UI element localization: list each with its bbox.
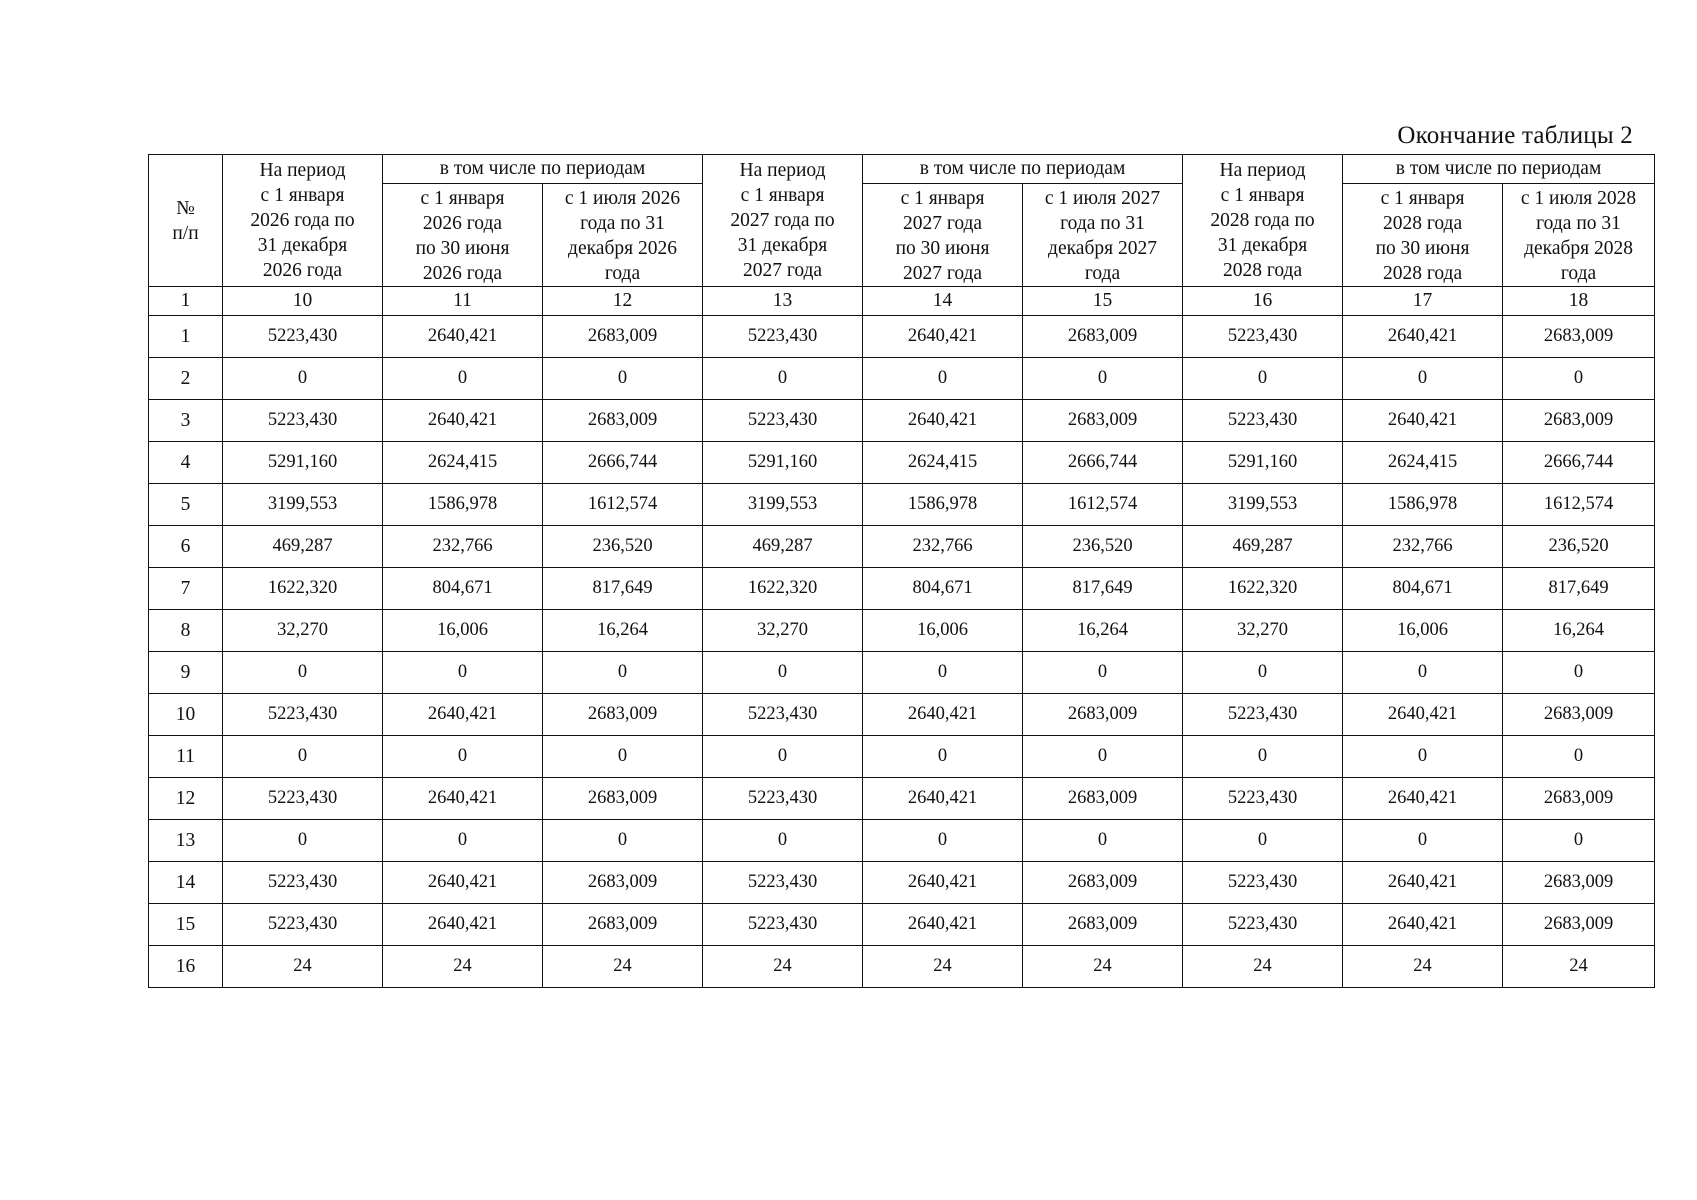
- value-cell: 2640,421: [383, 316, 543, 358]
- value-cell: 0: [1183, 358, 1343, 400]
- value-cell: 5291,160: [1183, 442, 1343, 484]
- table-row: [149, 358, 1655, 400]
- value-cell: 2640,421: [863, 778, 1023, 820]
- value-cell: 32,270: [703, 610, 863, 652]
- value-cell: 0: [1183, 736, 1343, 778]
- value-cell: 2640,421: [1343, 904, 1503, 946]
- row-number-cell: 4: [149, 442, 223, 484]
- header-h1-2028: с 1 января 2028 года по 30 июня 2028 года: [1343, 184, 1503, 287]
- value-cell: 0: [1503, 820, 1655, 862]
- table-row: [149, 820, 1655, 862]
- value-cell: 469,287: [223, 526, 383, 568]
- value-cell: 2624,415: [863, 442, 1023, 484]
- value-cell: 0: [383, 358, 543, 400]
- value-cell: 5223,430: [703, 694, 863, 736]
- value-cell: 24: [703, 946, 863, 988]
- value-cell: 2624,415: [383, 442, 543, 484]
- value-cell: 5223,430: [703, 316, 863, 358]
- value-cell: 2683,009: [1503, 400, 1655, 442]
- value-cell: 0: [1343, 358, 1503, 400]
- value-cell: 3199,553: [1183, 484, 1343, 526]
- row-number-cell: 13: [149, 820, 223, 862]
- value-cell: 5223,430: [223, 904, 383, 946]
- value-cell: 0: [1183, 652, 1343, 694]
- value-cell: 5291,160: [223, 442, 383, 484]
- value-cell: 1612,574: [1503, 484, 1655, 526]
- table-row: [149, 946, 1655, 988]
- value-cell: 2683,009: [1023, 316, 1183, 358]
- value-cell: 2640,421: [863, 904, 1023, 946]
- table-row: [149, 778, 1655, 820]
- table-body: [149, 316, 1655, 988]
- value-cell: 2666,744: [543, 442, 703, 484]
- value-cell: 2683,009: [543, 694, 703, 736]
- table-row: [149, 736, 1655, 778]
- value-cell: 1586,978: [863, 484, 1023, 526]
- value-cell: 0: [1183, 820, 1343, 862]
- row-number-cell: 15: [149, 904, 223, 946]
- value-cell: 24: [1023, 946, 1183, 988]
- row-number-cell: 10: [149, 694, 223, 736]
- value-cell: 2640,421: [1343, 862, 1503, 904]
- value-cell: 0: [1343, 652, 1503, 694]
- value-cell: 5223,430: [223, 862, 383, 904]
- header-h2-2026: с 1 июля 2026 года по 31 декабря 2026 года: [543, 184, 703, 287]
- value-cell: 16,006: [1343, 610, 1503, 652]
- value-cell: 0: [223, 652, 383, 694]
- value-cell: 2640,421: [863, 400, 1023, 442]
- column-number-cell: 10: [223, 287, 383, 316]
- value-cell: 0: [383, 820, 543, 862]
- value-cell: 5223,430: [703, 862, 863, 904]
- value-cell: 804,671: [383, 568, 543, 610]
- value-cell: 24: [543, 946, 703, 988]
- column-number-cell: 1: [149, 287, 223, 316]
- value-cell: 2640,421: [863, 862, 1023, 904]
- value-cell: 2640,421: [383, 862, 543, 904]
- value-cell: 2640,421: [1343, 778, 1503, 820]
- value-cell: 5223,430: [1183, 694, 1343, 736]
- value-cell: 0: [863, 820, 1023, 862]
- value-cell: 2683,009: [1503, 694, 1655, 736]
- header-h1-2026: с 1 января 2026 года по 30 июня 2026 года: [383, 184, 543, 287]
- value-cell: 0: [703, 736, 863, 778]
- value-cell: 0: [1503, 736, 1655, 778]
- value-cell: 817,649: [543, 568, 703, 610]
- value-cell: 0: [223, 820, 383, 862]
- column-number-cell: 11: [383, 287, 543, 316]
- table-row: [149, 400, 1655, 442]
- value-cell: 2683,009: [1023, 862, 1183, 904]
- value-cell: 5223,430: [223, 316, 383, 358]
- value-cell: 5223,430: [703, 400, 863, 442]
- value-cell: 2666,744: [1503, 442, 1655, 484]
- data-table: [148, 154, 1655, 988]
- value-cell: 24: [863, 946, 1023, 988]
- value-cell: 232,766: [383, 526, 543, 568]
- value-cell: 0: [863, 736, 1023, 778]
- value-cell: 0: [383, 652, 543, 694]
- value-cell: 2624,415: [1343, 442, 1503, 484]
- value-cell: 32,270: [1183, 610, 1343, 652]
- value-cell: 2683,009: [543, 862, 703, 904]
- header-h1-2027: с 1 января 2027 года по 30 июня 2027 года: [863, 184, 1023, 287]
- header-total-2028: На период с 1 января 2028 года по 31 декабря 2028 года: [1183, 155, 1343, 287]
- header-total-2026: На период с 1 января 2026 года по 31 декабря 2026 года: [223, 155, 383, 287]
- value-cell: 0: [1023, 652, 1183, 694]
- value-cell: 16,264: [543, 610, 703, 652]
- value-cell: 0: [863, 358, 1023, 400]
- value-cell: 232,766: [863, 526, 1023, 568]
- value-cell: 2683,009: [1503, 904, 1655, 946]
- value-cell: 2640,421: [863, 316, 1023, 358]
- table-row: [149, 484, 1655, 526]
- value-cell: 5223,430: [1183, 400, 1343, 442]
- column-number-cell: 14: [863, 287, 1023, 316]
- value-cell: 5223,430: [1183, 904, 1343, 946]
- row-number-cell: 8: [149, 610, 223, 652]
- value-cell: 3199,553: [223, 484, 383, 526]
- table-row: [149, 652, 1655, 694]
- value-cell: 2683,009: [543, 778, 703, 820]
- value-cell: 0: [383, 736, 543, 778]
- header-group-2026: в том числе по периодам: [383, 155, 703, 184]
- value-cell: 2683,009: [543, 400, 703, 442]
- value-cell: 2683,009: [543, 904, 703, 946]
- value-cell: 1612,574: [543, 484, 703, 526]
- value-cell: 5223,430: [703, 904, 863, 946]
- value-cell: 5223,430: [223, 400, 383, 442]
- value-cell: 24: [1503, 946, 1655, 988]
- value-cell: 0: [703, 652, 863, 694]
- header-index: № п/п: [149, 155, 223, 287]
- value-cell: 2683,009: [1023, 904, 1183, 946]
- value-cell: 5223,430: [1183, 862, 1343, 904]
- value-cell: 2640,421: [383, 400, 543, 442]
- row-number-cell: 11: [149, 736, 223, 778]
- value-cell: 16,006: [863, 610, 1023, 652]
- table-row: [149, 694, 1655, 736]
- value-cell: 236,520: [1503, 526, 1655, 568]
- row-number-cell: 3: [149, 400, 223, 442]
- value-cell: 2640,421: [863, 694, 1023, 736]
- header-h2-2028: с 1 июля 2028 года по 31 декабря 2028 года: [1503, 184, 1655, 287]
- table-row: [149, 526, 1655, 568]
- column-number-cell: 15: [1023, 287, 1183, 316]
- value-cell: 2683,009: [1503, 778, 1655, 820]
- column-number-cell: 13: [703, 287, 863, 316]
- value-cell: 0: [863, 652, 1023, 694]
- value-cell: 24: [223, 946, 383, 988]
- value-cell: 2640,421: [1343, 694, 1503, 736]
- header-h2-2027: с 1 июля 2027 года по 31 декабря 2027 года: [1023, 184, 1183, 287]
- row-number-cell: 12: [149, 778, 223, 820]
- value-cell: 0: [703, 358, 863, 400]
- value-cell: 1612,574: [1023, 484, 1183, 526]
- value-cell: 3199,553: [703, 484, 863, 526]
- value-cell: 24: [1343, 946, 1503, 988]
- table-caption: Окончание таблицы 2: [1397, 122, 1633, 149]
- header-group-2028: в том числе по периодам: [1343, 155, 1655, 184]
- value-cell: 469,287: [703, 526, 863, 568]
- row-number-cell: 1: [149, 316, 223, 358]
- value-cell: 1622,320: [223, 568, 383, 610]
- value-cell: 2683,009: [1503, 316, 1655, 358]
- value-cell: 0: [543, 820, 703, 862]
- value-cell: 2683,009: [1023, 400, 1183, 442]
- value-cell: 0: [1023, 358, 1183, 400]
- row-number-cell: 6: [149, 526, 223, 568]
- value-cell: 5223,430: [703, 778, 863, 820]
- value-cell: 1586,978: [1343, 484, 1503, 526]
- value-cell: 804,671: [1343, 568, 1503, 610]
- header-group-2027: в том числе по периодам: [863, 155, 1183, 184]
- header-total-2027: На период с 1 января 2027 года по 31 декабря 2027 года: [703, 155, 863, 287]
- value-cell: 2640,421: [1343, 400, 1503, 442]
- value-cell: 2683,009: [1023, 778, 1183, 820]
- value-cell: 5223,430: [1183, 316, 1343, 358]
- value-cell: 16,006: [383, 610, 543, 652]
- value-cell: 817,649: [1503, 568, 1655, 610]
- row-number-cell: 2: [149, 358, 223, 400]
- value-cell: 5223,430: [223, 694, 383, 736]
- column-number-cell: 12: [543, 287, 703, 316]
- value-cell: 16,264: [1503, 610, 1655, 652]
- value-cell: 2640,421: [1343, 316, 1503, 358]
- row-number-cell: 9: [149, 652, 223, 694]
- value-cell: 5291,160: [703, 442, 863, 484]
- value-cell: 0: [1343, 736, 1503, 778]
- value-cell: 0: [223, 736, 383, 778]
- value-cell: 24: [383, 946, 543, 988]
- row-number-cell: 7: [149, 568, 223, 610]
- value-cell: 2683,009: [1023, 694, 1183, 736]
- value-cell: 16,264: [1023, 610, 1183, 652]
- value-cell: 0: [1023, 820, 1183, 862]
- value-cell: 817,649: [1023, 568, 1183, 610]
- column-number-cell: 16: [1183, 287, 1343, 316]
- value-cell: 236,520: [543, 526, 703, 568]
- value-cell: 469,287: [1183, 526, 1343, 568]
- value-cell: 1622,320: [1183, 568, 1343, 610]
- value-cell: 1586,978: [383, 484, 543, 526]
- table-row: [149, 904, 1655, 946]
- value-cell: 2640,421: [383, 904, 543, 946]
- row-number-cell: 14: [149, 862, 223, 904]
- value-cell: 32,270: [223, 610, 383, 652]
- value-cell: 0: [543, 358, 703, 400]
- value-cell: 0: [1503, 652, 1655, 694]
- value-cell: 0: [703, 820, 863, 862]
- value-cell: 0: [1023, 736, 1183, 778]
- value-cell: 2683,009: [1503, 862, 1655, 904]
- value-cell: 0: [1503, 358, 1655, 400]
- table-row: [149, 442, 1655, 484]
- column-number-cell: 18: [1503, 287, 1655, 316]
- value-cell: 804,671: [863, 568, 1023, 610]
- value-cell: 2640,421: [383, 694, 543, 736]
- table-row: [149, 568, 1655, 610]
- value-cell: 5223,430: [1183, 778, 1343, 820]
- value-cell: 0: [543, 652, 703, 694]
- value-cell: 24: [1183, 946, 1343, 988]
- table-row: [149, 610, 1655, 652]
- value-cell: 0: [223, 358, 383, 400]
- table-row: [149, 862, 1655, 904]
- value-cell: 0: [1343, 820, 1503, 862]
- value-cell: 1622,320: [703, 568, 863, 610]
- value-cell: 2683,009: [543, 316, 703, 358]
- table-row: [149, 316, 1655, 358]
- value-cell: 0: [543, 736, 703, 778]
- value-cell: 5223,430: [223, 778, 383, 820]
- value-cell: 2640,421: [383, 778, 543, 820]
- row-number-cell: 5: [149, 484, 223, 526]
- column-number-cell: 17: [1343, 287, 1503, 316]
- value-cell: 232,766: [1343, 526, 1503, 568]
- column-number-row: [149, 287, 1655, 316]
- value-cell: 2666,744: [1023, 442, 1183, 484]
- row-number-cell: 16: [149, 946, 223, 988]
- value-cell: 236,520: [1023, 526, 1183, 568]
